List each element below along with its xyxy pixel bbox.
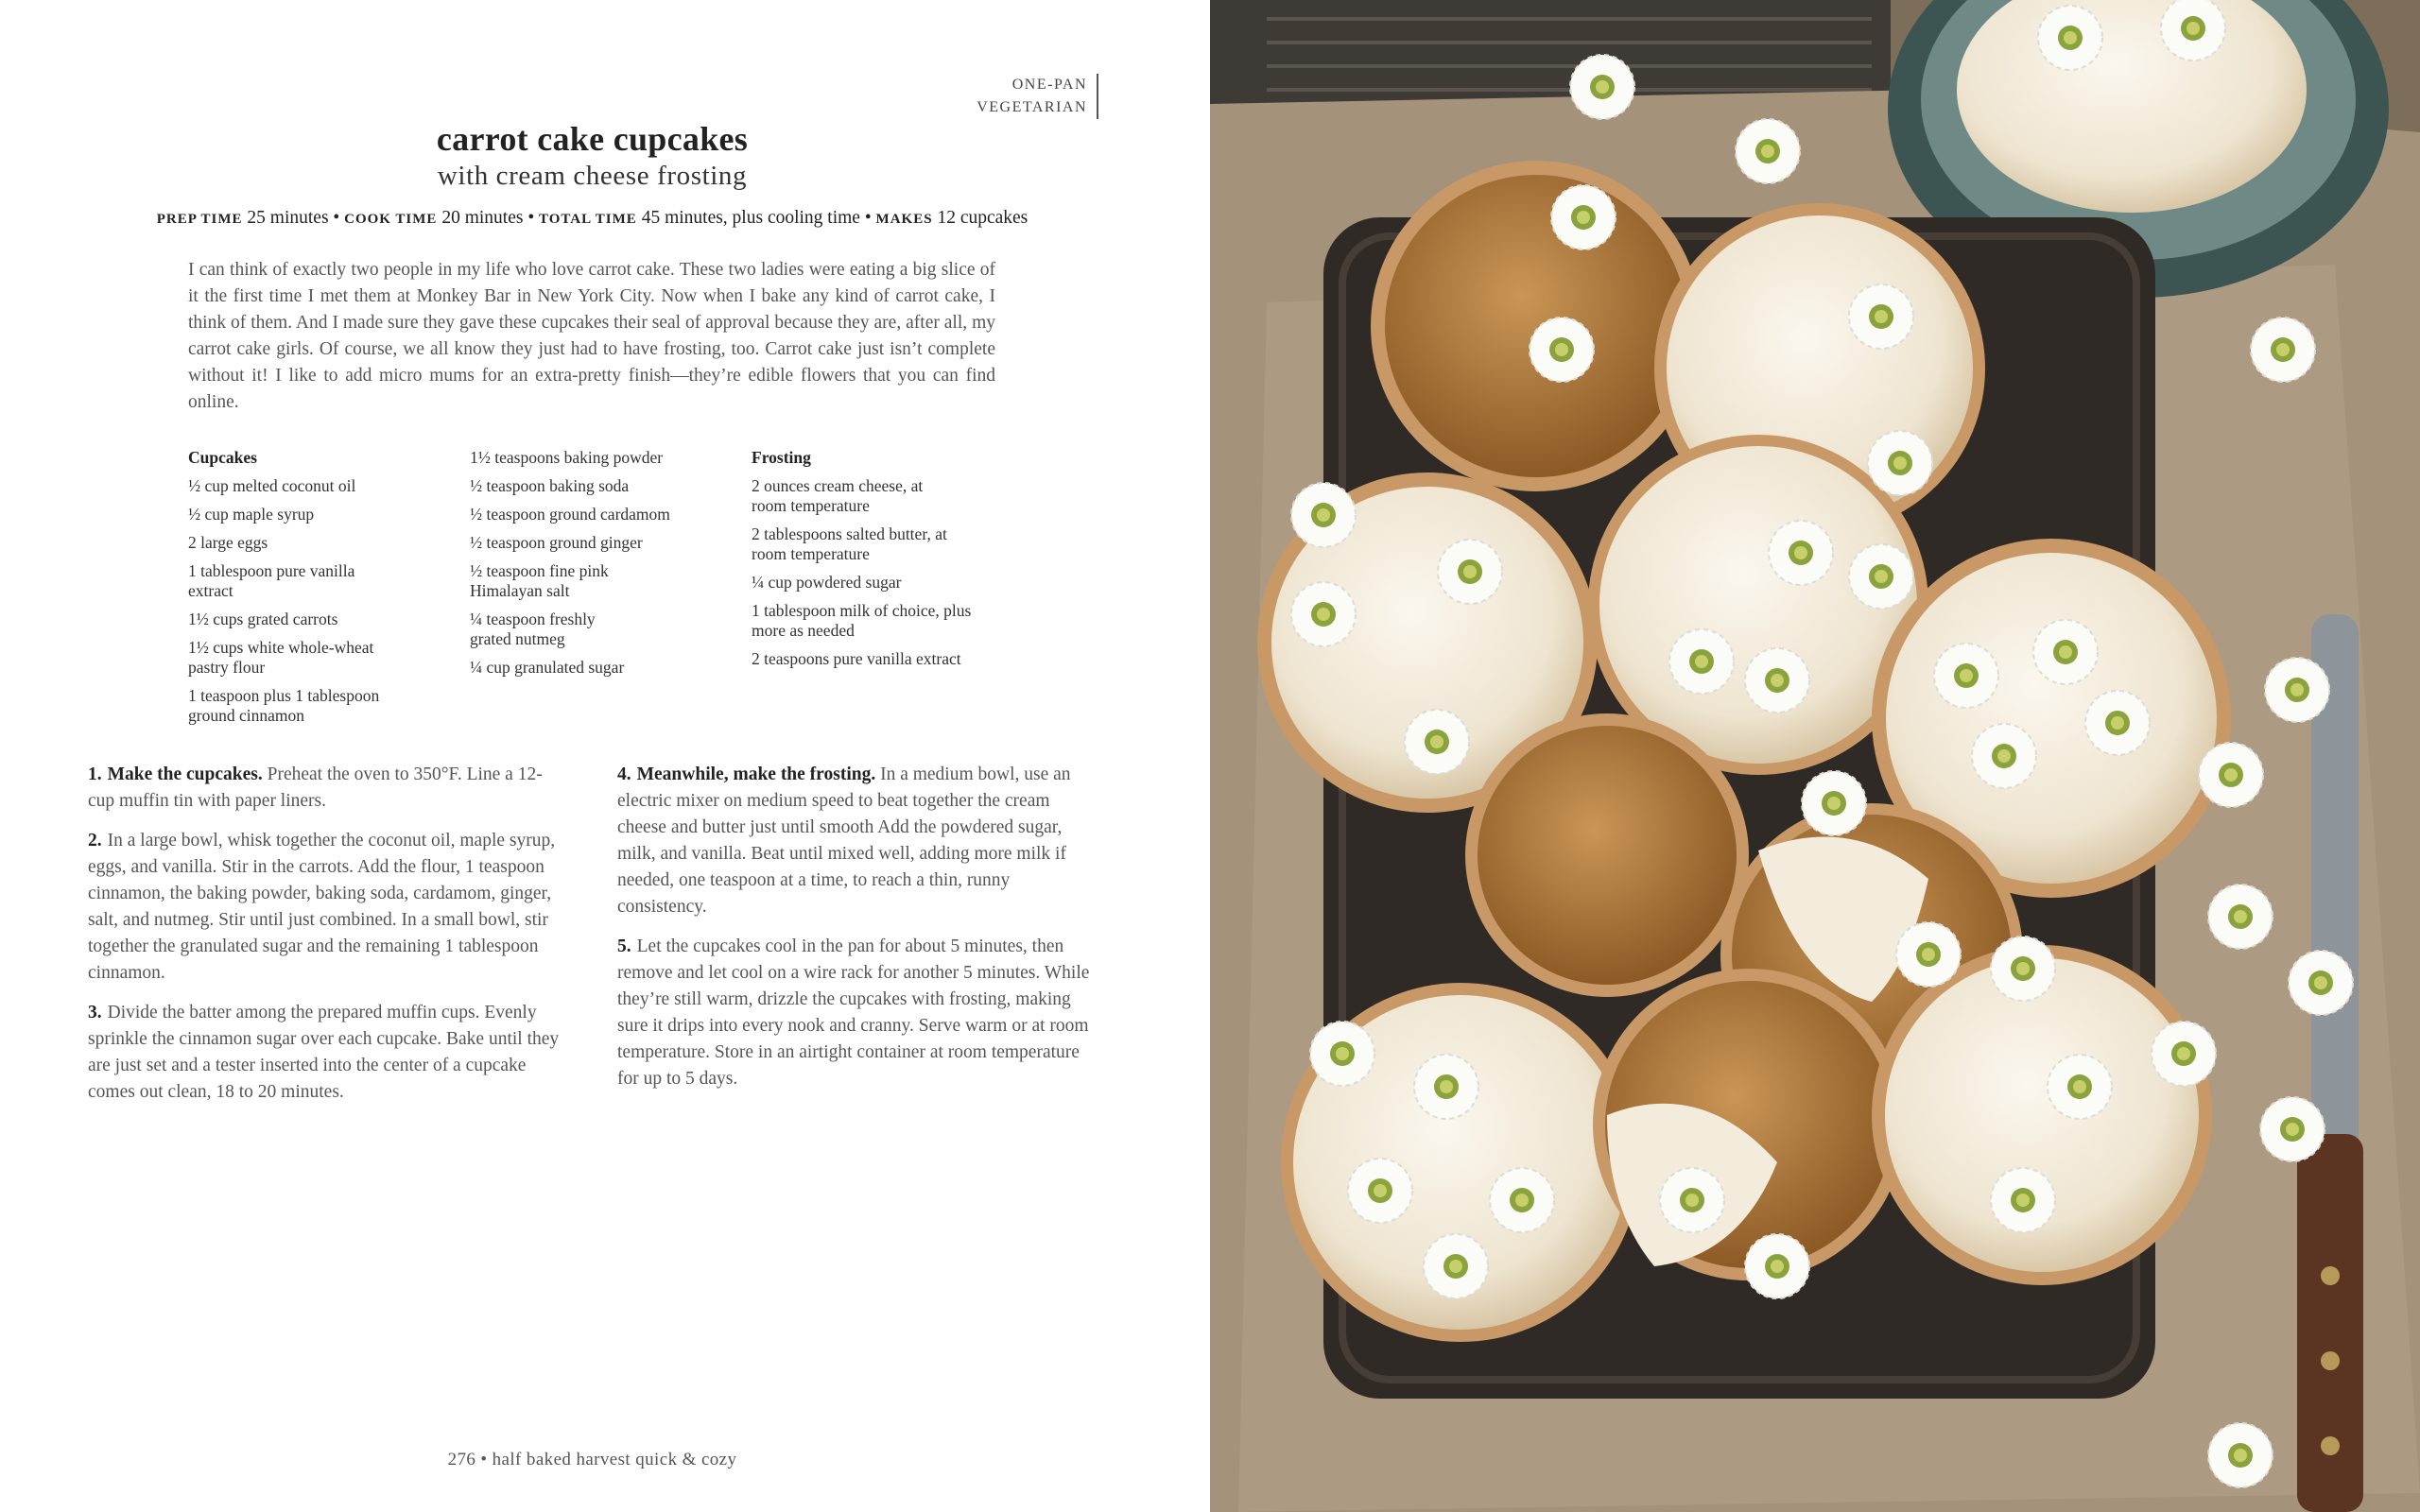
prep-time-value: 25 minutes [247, 208, 329, 228]
recipe-tags [977, 74, 1098, 119]
ingredient-item: ¼ cup powdered sugar [752, 573, 902, 592]
ingredient-item: 1½ teaspoons baking powder [470, 448, 664, 467]
method-step [88, 1000, 565, 1106]
ingredient-item: 1 teaspoon plus 1 tablespoon ground cinnamon [188, 686, 380, 725]
times-separator: • [333, 208, 340, 228]
ingredient-item: 2 teaspoons pure vanilla extract [752, 649, 961, 668]
method-step [617, 762, 1090, 920]
ingredient-item: 1½ cups white whole-wheat pastry flour [188, 638, 374, 677]
ingredient-item: 2 ounces cream cheese, at room temperature [752, 476, 924, 515]
ingredient-item: ½ teaspoon ground ginger [470, 533, 643, 552]
ingredient-item: ½ teaspoon baking soda [470, 476, 630, 495]
step-text: Divide the batter among the prepared muffin cups. Evenly sprinkle the cinnamon sugar over each cupcake. Bake until they are just set and a tester inserted into the center of a cupcake comes out clean, 18 to 20 minutes. [88, 1003, 560, 1102]
step-number: 1. [88, 765, 102, 784]
method-step [88, 828, 565, 987]
recipe-subtitle: with cream cheese frosting [437, 161, 748, 191]
ingredient-item: 1 tablespoon milk of choice, plus more as needed [752, 601, 972, 640]
step-lead: Meanwhile, make the frosting. [636, 765, 876, 784]
step-lead: Make the cupcakes. [107, 765, 263, 784]
method-column-left [88, 762, 565, 1119]
ingredient-item: ½ teaspoon fine pink Himalayan salt [470, 561, 609, 600]
times-separator: • [864, 208, 872, 228]
ingredients-heading-cupcakes: Cupcakes [188, 448, 257, 467]
ingredient-item: 1 tablespoon pure vanilla extract [188, 561, 355, 600]
makes-value: 12 cupcakes [937, 208, 1028, 228]
ingredient-item: ½ cup maple syrup [188, 505, 315, 524]
step-number: 5. [617, 936, 631, 956]
method-column-right [617, 762, 1090, 1106]
times-separator: • [527, 208, 535, 228]
makes-label: MAKES [875, 212, 933, 227]
cook-time-label: COOK TIME [344, 212, 438, 227]
ingredients-frosting [752, 448, 1035, 678]
ingredient-item: 2 tablespoons salted butter, at room temperature [752, 524, 947, 563]
recipe-times [0, 208, 1184, 229]
step-text: In a medium bowl, use an electric mixer on medium speed to beat together the cream cheese and butter just until smooth Add the powdered sugar, milk, and vanilla. Beat until mixed well, adding more milk if needed, one teaspoon at a time, to reach a thin, runny consistency. [617, 765, 1071, 917]
method-step [88, 762, 565, 815]
cook-time-value: 20 minutes [441, 208, 524, 228]
step-number: 3. [88, 1003, 102, 1022]
step-text: Preheat the oven to 350°F. Line a 12-cup muffin tin with paper liners. [88, 765, 543, 811]
recipe-title: carrot cake cupcakes [436, 120, 749, 158]
cupcakes-photo-illustration [1210, 0, 2420, 1512]
method-step [617, 934, 1090, 1092]
ingredient-item: ½ cup melted coconut oil [188, 476, 356, 495]
step-number: 2. [88, 831, 102, 850]
step-text: In a large bowl, whisk together the coconut oil, maple syrup, eggs, and vanilla. Stir in the carrots. Add the flour, 1 teaspoon cinnamon, the baking powder, baking soda, cardamom, ginger, salt, and nutmeg. Stir until just combined. In a small bowl, stir together the granulated sugar and the remaining 1 tablespoon cinnamon. [88, 831, 556, 983]
step-number: 4. [617, 765, 631, 784]
total-time-label: TOTAL TIME [539, 212, 637, 227]
recipe-intro: I can think of exactly two people in my life who love carrot cake. These two ladies were eating a big slice of it the first time I met them at Monkey Bar in New York City. Now when I bake any kind of carrot cake, I think of them. And I made sure they gave these cupcakes their seal of approval because they are, after all, my carrot cake girls. Of course, we all know they just had to have frosting, too. Carrot cake just isn’t complete without it! I like to add micro mums for an extra-pretty finish—they’re edible flowers that you can find online. [188, 260, 995, 412]
page-footer [0, 1450, 1184, 1470]
page-number: 276 [447, 1450, 476, 1469]
tag-vegetarian: VEGETARIAN [977, 99, 1087, 115]
ingredients-dry [470, 448, 725, 686]
ingredient-item: 2 large eggs [188, 533, 268, 552]
total-time-value: 45 minutes, plus cooling time [641, 208, 860, 228]
ingredient-item: ½ teaspoon ground cardamom [470, 505, 670, 524]
prep-time-label: PREP TIME [156, 212, 243, 227]
ingredient-item: 1½ cups grated carrots [188, 610, 338, 628]
ingredients-cupcakes [188, 448, 443, 734]
book-title: half baked harvest quick & cozy [492, 1450, 737, 1469]
tag-one-pan: ONE-PAN [1011, 77, 1087, 93]
cupcakes-photo [1210, 0, 2420, 1512]
ingredients-heading-frosting: Frosting [752, 448, 811, 467]
footer-separator: • [480, 1450, 488, 1469]
step-text: Let the cupcakes cool in the pan for about 5 minutes, then remove and let cool on a wire rack for another 5 minutes. While they’re still warm, drizzle the cupcakes with frosting, making sure it drips into every nook and cranny. Serve warm or at room temperature. Store in an airtight container at room temperature for up to 5 days. [617, 936, 1090, 1089]
ingredient-item: ¼ cup granulated sugar [470, 658, 625, 677]
ingredient-item: ¼ teaspoon freshly grated nutmeg [470, 610, 596, 648]
